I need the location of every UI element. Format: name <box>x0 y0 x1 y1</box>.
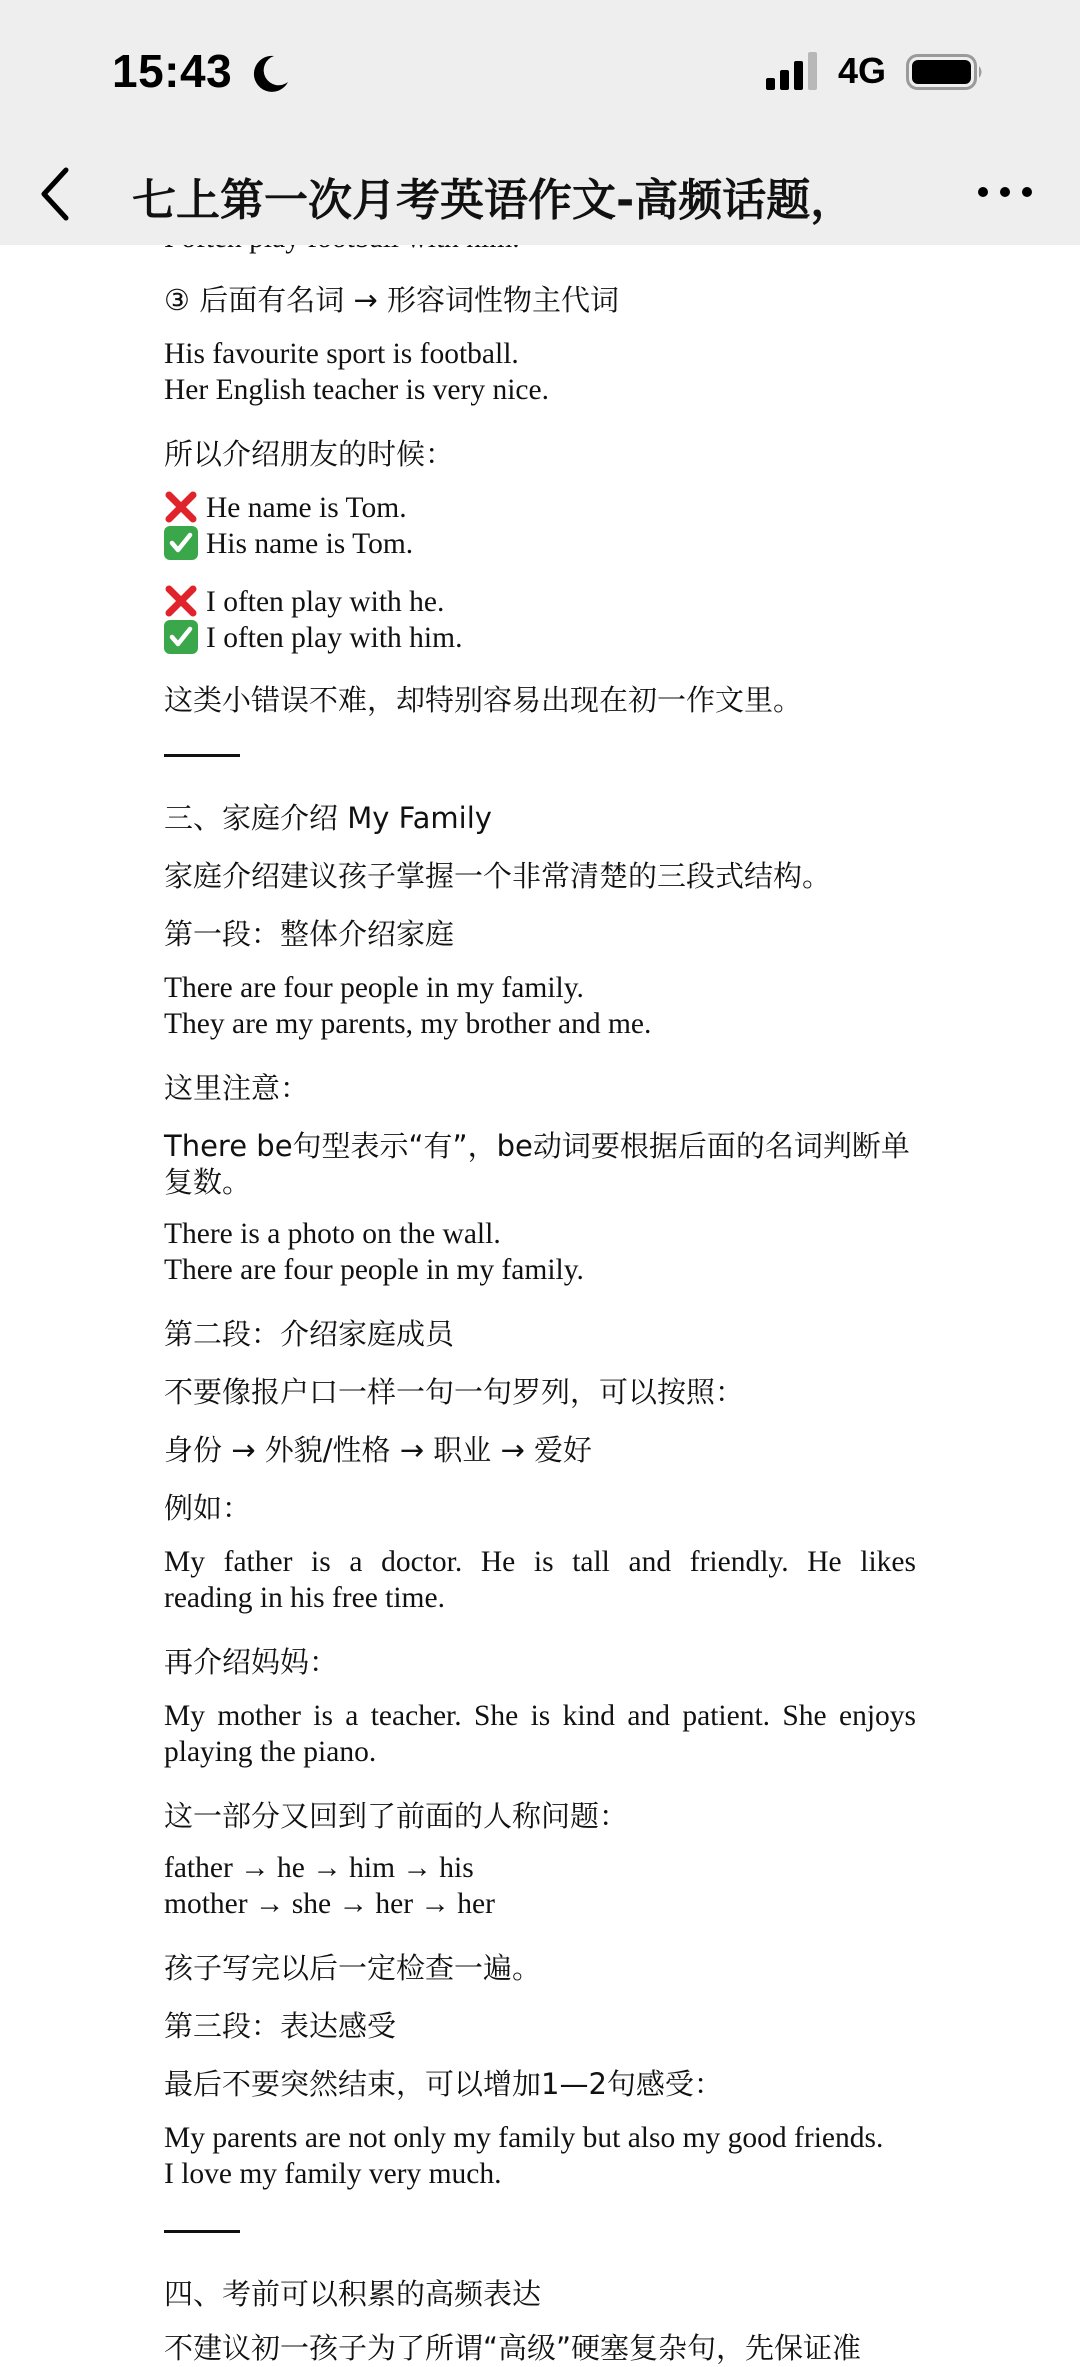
paragraph: 复数。 <box>164 1165 252 1199</box>
cross-mark-icon <box>164 584 198 618</box>
paragraph: 这类小错误不难，却特别容易出现在初一作文里。 <box>164 683 803 717</box>
status-bar <box>0 0 1080 140</box>
check-mark-icon <box>164 620 198 654</box>
example-line: My parents are not only my family but also my good friends. <box>164 2122 884 2154</box>
paragraph: 不建议初一孩子为了所谓“高级”硬塞复杂句，先保证准 <box>164 2331 862 2365</box>
paragraph: 所以介绍朋友的时候： <box>164 437 455 471</box>
example-line: His favourite sport is football. <box>164 338 519 370</box>
section-heading: 三、家庭介绍 My Family <box>164 801 492 835</box>
right-example <box>164 620 462 655</box>
status-time: 15:43 <box>112 45 233 97</box>
check-mark-icon <box>164 526 198 560</box>
paragraph: There be句型表示“有”，be动词要根据后面的名词判断单 <box>164 1129 910 1163</box>
example-line: mother → she → her → her <box>164 1888 495 1920</box>
wrong-example <box>164 584 444 619</box>
para-heading: 第一段：整体介绍家庭 <box>164 917 455 951</box>
divider <box>164 2230 240 2233</box>
wrong-example <box>164 490 407 525</box>
paragraph: 这一部分又回到了前面的人称问题： <box>164 1799 629 1833</box>
cellular-signal-icon <box>766 52 822 92</box>
example-line: reading in his free time. <box>164 1582 445 1614</box>
wrong-text: I often play with he. <box>206 586 445 618</box>
cross-mark-icon <box>164 490 198 524</box>
battery-icon <box>906 52 986 92</box>
paragraph: 再介绍妈妈： <box>164 1645 339 1679</box>
example-line: There is a photo on the wall. <box>164 1218 501 1250</box>
top-bar <box>0 0 1080 245</box>
paragraph: 最后不要突然结束，可以增加1—2句感受： <box>164 2067 723 2101</box>
example-line: playing the piano. <box>164 1736 377 1768</box>
divider <box>164 754 240 757</box>
example-line: Her English teacher is very nice. <box>164 374 549 406</box>
example-line: There are four people in my family. <box>164 1254 584 1286</box>
para-heading: 第二段：介绍家庭成员 <box>164 1317 455 1351</box>
paragraph: 这里注意： <box>164 1071 310 1105</box>
section-heading: 四、考前可以积累的高频表达 <box>164 2277 542 2311</box>
rule3-heading: ③ 后面有名词 → 形容词性物主代词 <box>164 283 619 317</box>
example-line: My father is a doctor. He is tall and friendly. He likes <box>164 1546 916 1578</box>
moon-icon <box>248 52 292 96</box>
network-type: 4G <box>838 50 887 91</box>
page-title: 七上第一次月考英语作文-高频话题， <box>132 175 855 226</box>
right-example <box>164 526 413 561</box>
paragraph: 孩子写完以后一定检查一遍。 <box>164 1951 542 1985</box>
example-line: My mother is a teacher. She is kind and patient. She enjoys <box>164 1700 916 1732</box>
paragraph: 例如： <box>164 1491 252 1525</box>
more-options-icon[interactable] <box>975 180 1035 204</box>
example-line: father → he → him → his <box>164 1852 474 1884</box>
example-line: I love my family very much. <box>164 2158 502 2190</box>
para-heading: 第三段：表达感受 <box>164 2009 397 2043</box>
right-text: His name is Tom. <box>206 528 414 560</box>
paragraph: 不要像报户口一样一句一句罗列，可以按照： <box>164 1375 745 1409</box>
paragraph: 身份 → 外貌/性格 → 职业 → 爱好 <box>164 1433 592 1467</box>
nav-bar <box>0 140 1080 245</box>
back-arrow-icon[interactable] <box>36 162 76 226</box>
example-line: There are four people in my family. <box>164 972 584 1004</box>
example-line: They are my parents, my brother and me. <box>164 1008 652 1040</box>
wrong-text: He name is Tom. <box>206 492 407 524</box>
right-text: I often play with him. <box>206 622 463 654</box>
paragraph: 家庭介绍建议孩子掌握一个非常清楚的三段式结构。 <box>164 859 832 893</box>
